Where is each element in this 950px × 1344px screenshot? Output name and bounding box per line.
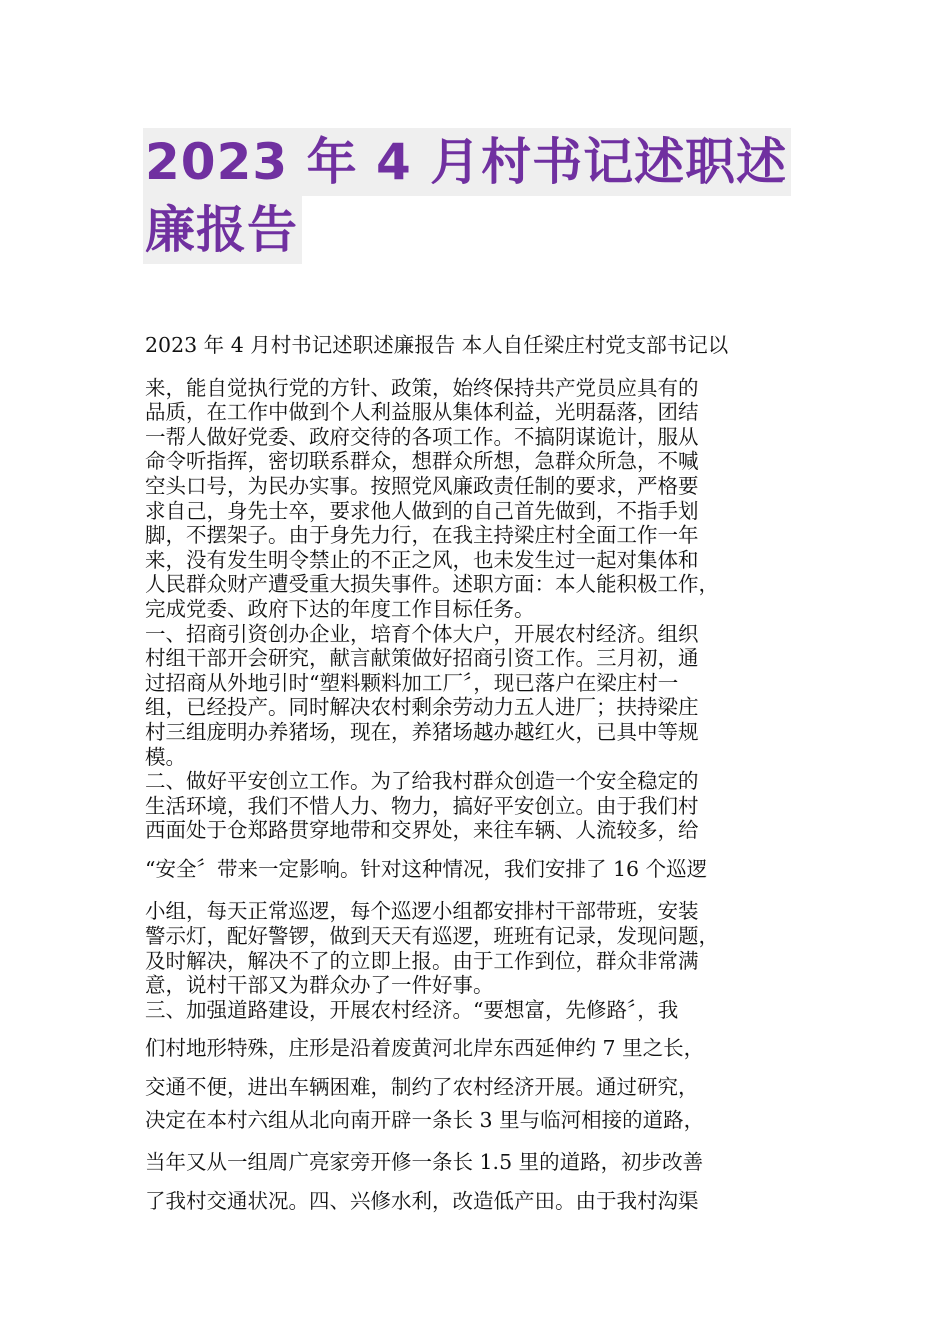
body-line: 完成党委、政府下达的年度工作目标任务。 [145, 596, 535, 621]
body-line: 脚，不摆架子。由于身先力行，在我主持梁庄村全面工作一年 [145, 523, 699, 548]
body-line: 来，能自觉执行党的方针、政策，始终保持共产党员应具有的 [145, 375, 699, 400]
body-line: 西面处于仓郑路贯穿地带和交界处，来往车辆、人流较多，给 [145, 818, 699, 843]
body-line: 二、做好平安创立工作。为了给我村群众创造一个安全稳定的 [145, 769, 699, 794]
body-line: 人民群众财产遭受重大损失事件。述职方面：本人能积极工作， [145, 572, 719, 597]
body-line: 小组，每天正常巡逻，每个巡逻小组都安排村干部带班，安装 [145, 899, 699, 924]
body-line: 来，没有发生明令禁止的不正之风，也未发生过一起对集体和 [145, 547, 699, 572]
body-line: 当年又从一组周广亮家旁开修一条长 1.5 里的道路，初步改善 [145, 1150, 704, 1175]
document-title [143, 128, 823, 264]
body-line: 一、招商引资创办企业，培育个体大户，开展农村经济。组织 [145, 621, 699, 646]
body-line: 一帮人做好党委、政府交待的各项工作。不搞阴谋诡计，服从 [145, 424, 699, 449]
title-line-1: 2023 年 4 月村书记述职述 [143, 128, 791, 196]
body-line: 模。 [145, 744, 186, 769]
body-line: 2023 年 4 月村书记述职述廉报告 本人自任梁庄村党支部书记以 [145, 333, 729, 357]
body-line: 决定在本村六组从北向南开辟一条长 3 里与临河相接的道路， [145, 1107, 705, 1132]
body-line: 交通不便，进出车辆困难，制约了农村经济开展。通过研究， [145, 1075, 699, 1100]
body-line: 村三组庞明办养猪场，现在，养猪场越办越红火，已具中等规 [145, 719, 699, 744]
body-line: 村组干部开会研究，献言献策做好招商引资工作。三月初，通 [145, 646, 699, 671]
body-line: 意，说村干部又为群众办了一件好事。 [145, 973, 494, 998]
body-line: 空头口号，为民办实事。按照党风廉政责任制的要求，严格要 [145, 473, 699, 498]
body-line: 们村地形特殊，庄形是沿着废黄河北岸东西延伸约 7 里之长， [145, 1036, 705, 1061]
body-line: “安全〞带来一定影响。针对这种情况，我们安排了 16 个巡逻 [145, 856, 708, 881]
title-line-2: 廉报告 [143, 196, 302, 264]
body-line: 过招商从外地引时“塑料颗料加工厂〞，现已落户在梁庄村一 [145, 670, 679, 695]
body-line: 三、加强道路建设，开展农村经济。“要想富，先修路〞，我 [145, 997, 679, 1022]
document-body [145, 333, 810, 1213]
body-line: 命令听指挥，密切联系群众，想群众所想，急群众所急，不喊 [145, 449, 699, 474]
body-line: 求自己，身先士卒，要求他人做到的自己首先做到，不指手划 [145, 498, 699, 523]
body-line: 警示灯，配好警锣，做到天天有巡逻，班班有记录，发现问题， [145, 924, 719, 949]
body-line: 品质，在工作中做到个人利益服从集体利益，光明磊落，团结 [145, 400, 699, 425]
body-line: 生活环境，我们不惜人力、物力，搞好平安创立。由于我们村 [145, 793, 699, 818]
body-line: 组，已经投产。同时解决农村剩余劳动力五人进厂；扶持梁庄 [145, 695, 699, 720]
body-line: 及时解决，解决不了的立即上报。由于工作到位，群众非常满 [145, 948, 699, 973]
body-line: 了我村交通状况。四、兴修水利，改造低产田。由于我村沟渠 [145, 1188, 699, 1213]
